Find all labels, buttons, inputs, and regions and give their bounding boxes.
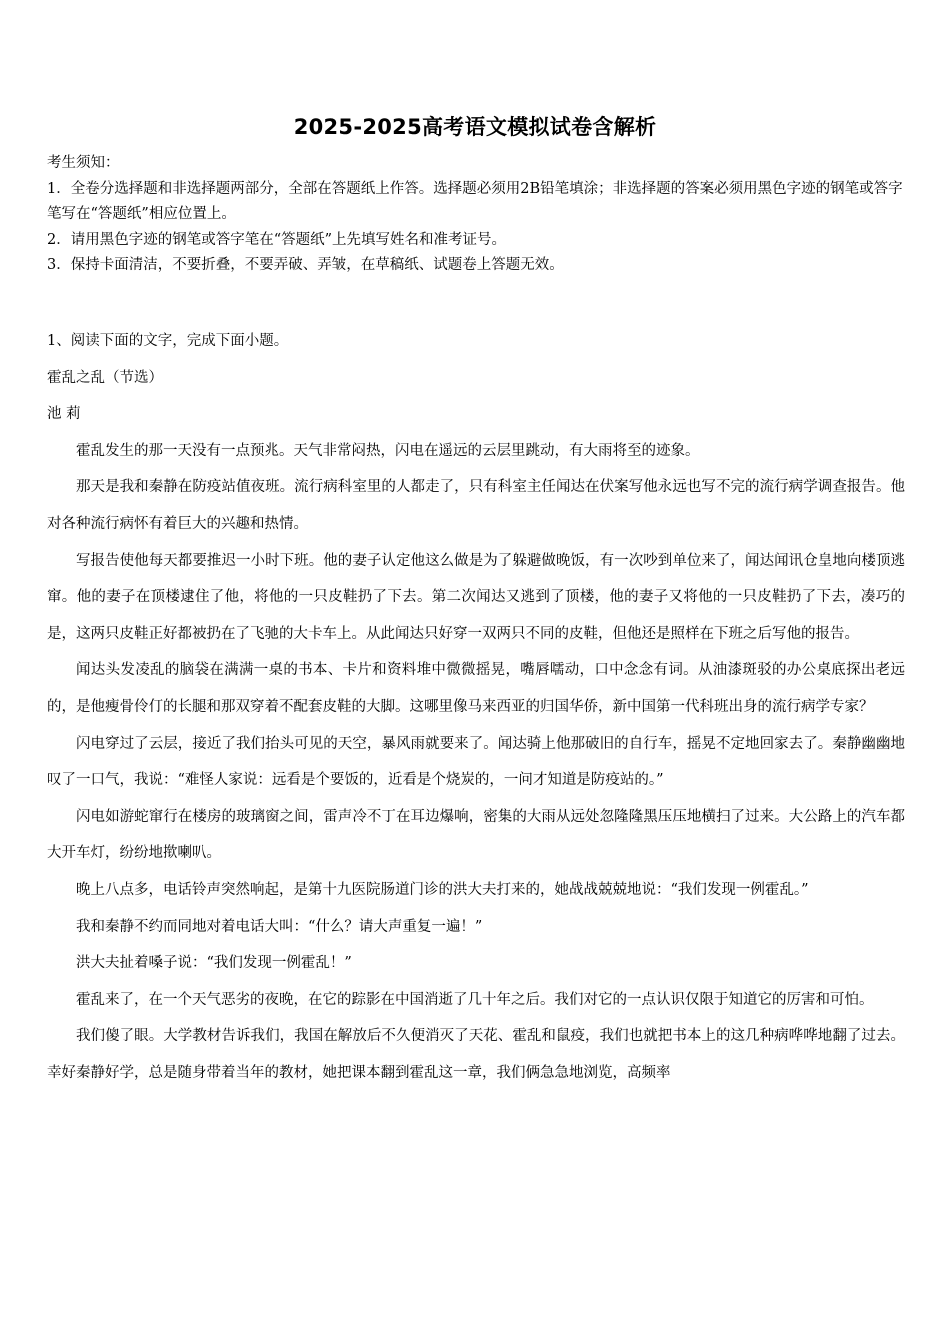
article-title: 霍乱之乱（节选） xyxy=(47,369,163,386)
notice-item: 3．保持卡面清洁，不要折叠，不要弄破、弄皱，在草稿纸、试题卷上答题无效。 xyxy=(47,257,564,273)
article-paragraph: 霍乱发生的那一天没有一点预兆。天气非常闷热，闪电在遥远的云层里跳动，有大雨将至的迹象。 xyxy=(76,442,700,459)
article-paragraph: 霍乱来了，在一个天气恶劣的夜晚，在它的踪影在中国消逝了几十年之后。我们对它的一点认识仅限于知道它的厉害和可怕。 xyxy=(76,991,874,1008)
article-paragraph: 我们傻了眼。大学教材告诉我们，我国在解放后不久便消灭了天花、霍乱和鼠疫，我们也就把书本上的这几种病哗哗地翻了过去。幸好秦静好学，总是随身带着当年的教材，她把课本翻到霍乱这一章，我们俩急急地浏览，高频率 xyxy=(47,1028,905,1081)
question-prompt: 1、阅读下面的文字，完成下面小题。 xyxy=(47,333,289,349)
article-paragraph: 洪大夫扯着嗓子说：“我们发现一例霍乱！” xyxy=(76,955,352,972)
reading-section xyxy=(47,323,905,1091)
article-paragraph: 我和秦静不约而同地对着电话大叫：“什么？请大声重复一遍！” xyxy=(76,918,483,935)
article-paragraph: 晚上八点多，电话铃声突然响起，是第十九医院肠道门诊的洪大夫打来的，她战战兢兢地说：“我们发现一例霍乱。” xyxy=(76,881,809,898)
document-title: 2025-2025高考语文模拟试卷含解析 xyxy=(293,115,657,139)
article-paragraph: 闪电穿过了云层，接近了我们抬头可见的天空，暴风雨就要来了。闻达骑上他那破旧的自行车，摇晃不定地回家去了。秦静幽幽地叹了一口气，我说：“难怪人家说：远看是个要饭的，近看是个烧炭的，一问才知道是防疫站的。” xyxy=(47,735,905,789)
candidate-notice xyxy=(47,151,907,279)
article-paragraph: 那天是我和秦静在防疫站值夜班。流行病科室里的人都走了，只有科室主任闻达在伏案写他永远也写不完的流行病学调查报告。他对各种流行病怀有着巨大的兴趣和热情。 xyxy=(47,479,905,532)
article-paragraph: 闻达头发凌乱的脑袋在满满一桌的书本、卡片和资料堆中微微摇晃，嘴唇嚅动，口中念念有词。从油漆斑驳的办公桌底探出老远的，是他瘦骨伶仃的长腿和那双穿着不配套皮鞋的大脚。这哪里像马来西亚的归国华侨，新中国第一代科班出身的流行病学专家？ xyxy=(47,662,905,715)
notice-heading: 考生须知： xyxy=(47,155,120,171)
article-paragraph: 写报告使他每天都要推迟一小时下班。他的妻子认定他这么做是为了躲避做晚饭，有一次吵到单位来了，闻达闻讯仓皇地向楼顶逃窜。他的妻子在顶楼逮住了他，将他的一只皮鞋扔了下去。第二次闻达又逃到了顶楼，他的妻子又将他的一只皮鞋扔了下去，凑巧的是，这两只皮鞋正好都被扔在了飞驰的大卡车上。从此闻达只好穿一双两只不同的皮鞋，但他还是照样在下班之后写他的报告。 xyxy=(47,552,905,642)
notice-item: 2．请用黑色字迹的钢笔或答字笔在“答题纸”上先填写姓名和准考证号。 xyxy=(47,231,507,248)
notice-item: 1．全卷分选择题和非选择题两部分，全部在答题纸上作答。选择题必须用2B铅笔填涂；非选择题的答案必须用黑色字迹的钢笔或答字笔写在“答题纸”相应位置上。 xyxy=(47,180,903,222)
article-paragraph: 闪电如游蛇窜行在楼房的玻璃窗之间，雷声冷不丁在耳边爆响，密集的大雨从远处忽隆隆黑压压地横扫了过来。大公路上的汽车都大开车灯，纷纷地揿喇叭。 xyxy=(47,808,905,862)
article-author: 池 莉 xyxy=(47,406,81,423)
